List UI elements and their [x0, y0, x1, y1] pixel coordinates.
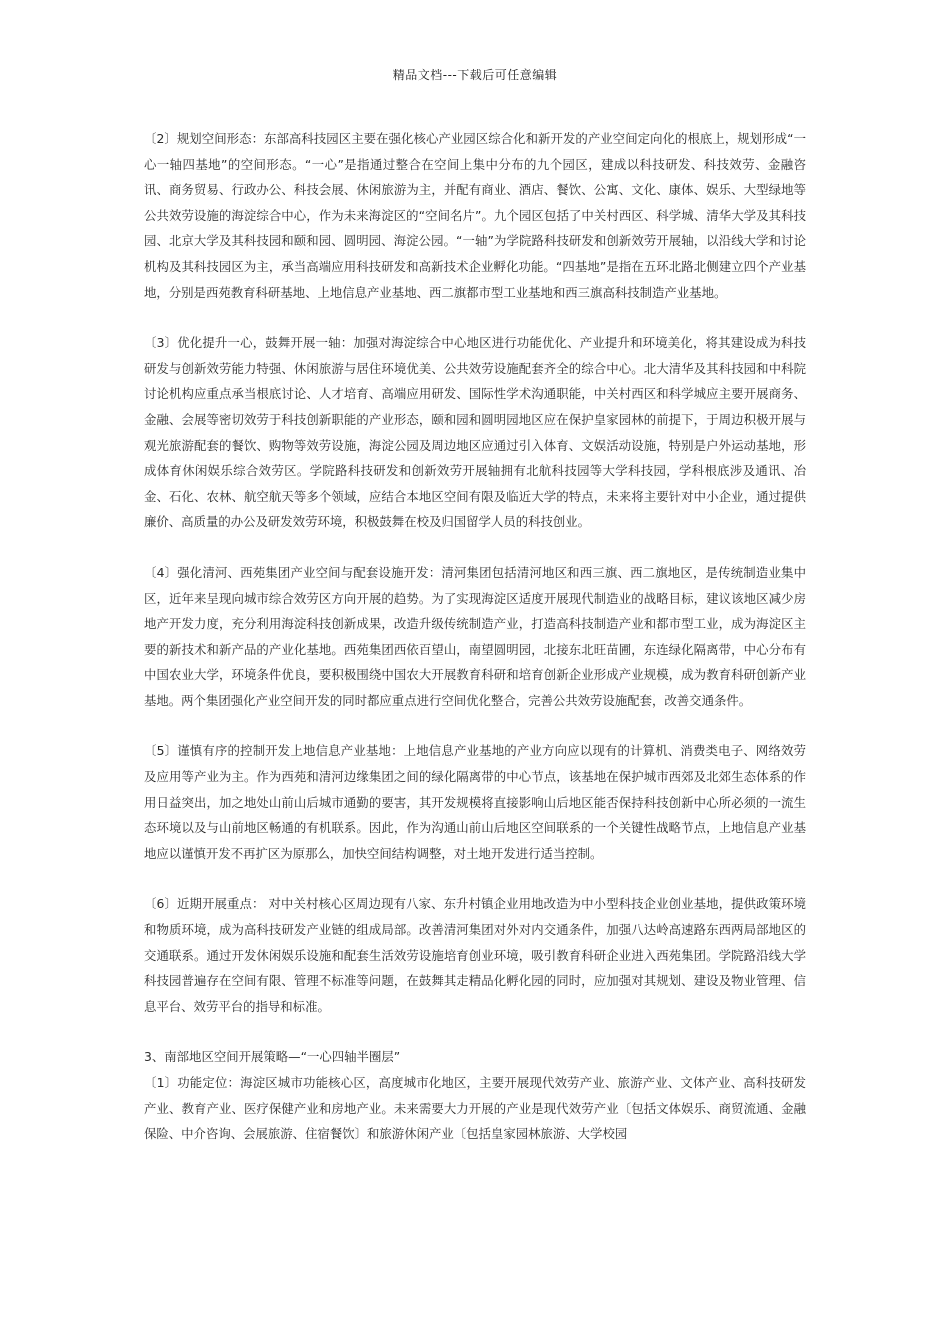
paragraph-qinghe-xiyuan: 〔4〕强化清河、西苑集团产业空间与配套设施开发：清河集团包括清河地区和西三旗、西二旗地区，是传统制造业集中区，近年来呈现向城市综合效劳区方向开展的趋势。为了实现海淀区适度开展现代制造业的战略目标，建议该地区减少房地产开发力度，充分利用海淀科技创新成果，改造升级传统制造产业，打造高科技制造产业和都市型工业，成为海淀区主要的新技术和新产品的产业化基地。西苑集团西依百望山，南望圆明园，北接东北旺苗圃，东连绿化隔离带，中心分布有中国农业大学，环境条件优良，要积极围绕中国农大开展教育科研和培育创新企业形成产业规模，成为教育科研创新产业基地。两个集团强化产业空间开发的同时都应重点进行空间优化整合，完善公共效劳设施配套，改善交通条件。	[144, 564, 806, 708]
document-body	[144, 126, 806, 1147]
paragraph-near-term: 〔6〕近期开展重点： 对中关村核心区周边现有八家、东升村镇企业用地改造为中小型科技企业创业基地，提供政策环境和物质环境，成为高科技研发产业链的组成局部。改善清河集团对外对内交通条件，加强八达岭高速路东西两局部地区的交通联系。通过开发休闲娱乐设施和配套生活效劳设施培育创业环境，吸引教育科研企业进入西苑集团。学院路沿线大学科技园普遍存在空间有限、管理不标准等问题，在鼓舞其走精品化孵化园的同时，应加强对其规划、建设及物业管理、信息平台、效劳平台的指导和标准。	[144, 896, 806, 1014]
paragraph-function-positioning: 〔1〕功能定位：海淀区城市功能核心区，高度城市化地区，主要开展现代效劳产业、旅游产业、文体产业、高科技研发产业、教育产业、医疗保健产业和房地产业。未来需要大力开展的产业是现代效劳产业〔包括文体娱乐、商贸流通、金融保险、中介咨询、会展旅游、住宿餐饮〕和旅游休闲产业〔包括皇家园林旅游、大学校园	[144, 1075, 806, 1142]
page-header: 精品文档---下载后可任意编辑	[392, 68, 558, 82]
paragraph-shangdi-base: 〔5〕谨慎有序的控制开发上地信息产业基地：上地信息产业基地的产业方向应以现有的计算机、消费类电子、网络效劳及应用等产业为主。作为西苑和清河边缘集团之间的绿化隔离带的中心节点，该基地在保护城市西郊及北郊生态体系的作用日益突出，加之地处山前山后城市通勤的要害，其开发规模将直接影响山后地区能否保持科技创新中心所必须的一流生态环境以及与山前地区畅通的有机联系。因此，作为沟通山前山后地区空间联系的一个关键性战略节点，上地信息产业基地应以谨慎开发不再扩区为原那么，加快空间结构调整，对土地开发进行适当控制。	[144, 743, 806, 861]
section-heading: 3、南部地区空间开展策略—“一心四轴半圈层”	[144, 1049, 401, 1065]
paragraph-optimize-core: 〔3〕优化提升一心，鼓舞开展一轴：加强对海淀综合中心地区进行功能优化、产业提升和环境美化，将其建设成为科技研发与创新效劳能力特强、休闲旅游与居住环境优美、公共效劳设施配套齐全的综合中心。北大清华及其科技园和中科院讨论机构应重点承当根底讨论、人才培育、高端应用研发、国际性学术沟通职能，中关村西区和科学城应主要开展商务、金融、会展等密切效劳于科技创新职能的产业形态，颐和园和圆明园地区应在保护皇家园林的前提下，于周边积极开展与观光旅游配套的餐饮、购物等效劳设施，海淀公园及周边地区应通过引入体育、文娱活动设施，特别是户外运动基地，形成体育休闲娱乐综合效劳区。学院路科技研发和创新效劳开展轴拥有北航科技园等大学科技园，学科根底涉及通讯、冶金、石化、农林、航空航天等多个领域，应结合本地区空间有限及临近大学的特点，未来将主要针对中小企业，通过提供廉价、高质量的办公及研发效劳环境，积极鼓舞在校及归国留学人员的科技创业。	[144, 335, 806, 530]
paragraph-spatial-form: 〔2〕规划空间形态：东部高科技园区主要在强化核心产业园区综合化和新开发的产业空间定向化的根底上，规划形成“一心一轴四基地”的空间形态。“一心”是指通过整合在空间上集中分布的九个园区，建成以科技研发、科技效劳、金融咨讯、商务贸易、行政办公、科技会展、休闲旅游为主，并配有商业、酒店、餐饮、公寓、文化、康体、娱乐、大型绿地等公共效劳设施的海淀综合中心，作为未来海淀区的“空间名片”。九个园区包括了中关村西区、科学城、清华大学及其科技园、北京大学及其科技园和颐和园、圆明园、海淀公园。“一轴”为学院路科技研发和创新效劳开展轴，以沿线大学和讨论机构及其科技园区为主，承当高端应用科技研发和高新技术企业孵化功能。“四基地”是指在五环北路北侧建立四个产业基地，分别是西苑教育科研基地、上地信息产业基地、西二旗都市型工业基地和西三旗高科技制造产业基地。	[144, 131, 806, 300]
